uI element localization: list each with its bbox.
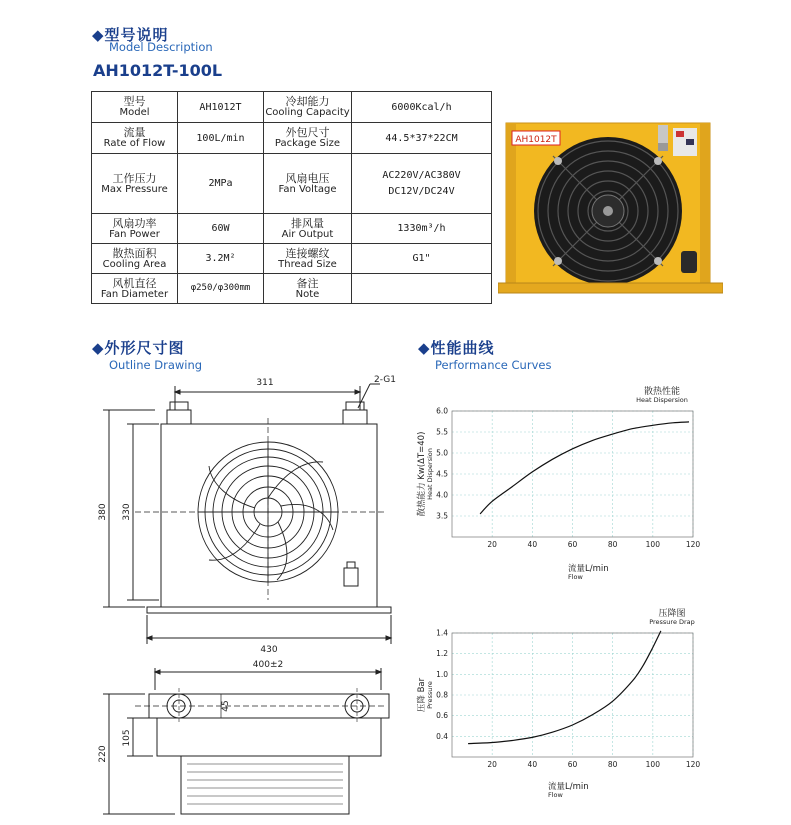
outline-section-title-en: Outline Drawing [109, 358, 203, 372]
dim-port: 2-G1 [374, 375, 397, 385]
model-number-title: AH1012T-100L [93, 61, 223, 80]
dim-port-offset: 45 [221, 700, 231, 712]
spec-value: 44.5*37*22CM [352, 123, 492, 154]
y-tick-label: 0.8 [436, 690, 448, 700]
performance-section-title-cn: 性能曲线 [430, 339, 495, 357]
y-tick-label: 5.5 [436, 427, 448, 437]
spec-label: 备注 Note [264, 274, 352, 304]
x-axis-label: 流量L/min [548, 782, 589, 792]
diamond-icon: ◆ [92, 26, 105, 44]
y-tick-label: 4.0 [436, 490, 448, 500]
photo-label: AH1012T [515, 135, 557, 145]
y-tick-label: 6.0 [436, 406, 448, 416]
x-tick-label: 20 [487, 760, 497, 769]
y-tick-label: 5.0 [436, 448, 448, 458]
spec-value: AH1012T [178, 92, 264, 123]
dim-depth-total: 220 [98, 745, 108, 763]
chart-subtitle: Heat Dispersion [636, 396, 688, 404]
x-axis-label: 流量L/min [568, 564, 609, 574]
spec-label: 风扇电压 Fan Voltage [264, 154, 352, 214]
chart-subtitle: Pressure Drap [649, 618, 695, 626]
spec-label: 连接螺纹 Thread Size [264, 244, 352, 274]
table-row [92, 244, 492, 274]
spec-label: 散热面积 Cooling Area [92, 244, 178, 274]
dim-depth-inner: 105 [122, 729, 132, 747]
dim-base-width: 430 [260, 645, 278, 655]
spec-value [352, 274, 492, 304]
outline-section-title-cn: 外形尺寸图 [104, 339, 185, 357]
spec-value: 100L/min [178, 123, 264, 154]
dim-side-width: 400±2 [252, 660, 284, 670]
x-axis-label-en: Flow [548, 791, 563, 799]
x-tick-label: 100 [645, 540, 660, 549]
y-axis-label-en: Pressure [426, 681, 434, 709]
spec-value: 2MPa [178, 154, 264, 214]
series-line [480, 422, 689, 514]
spec-value: 60W [178, 214, 264, 244]
x-tick-label: 80 [607, 540, 618, 549]
x-tick-label: 80 [607, 760, 618, 769]
table-row [92, 274, 492, 304]
y-tick-label: 1.0 [436, 669, 448, 679]
dim-top-width: 311 [256, 378, 274, 388]
table-row [92, 154, 492, 214]
y-tick-label: 1.4 [436, 628, 448, 638]
product-photo [498, 111, 723, 301]
spec-label: 风扇功率 Fan Power [92, 214, 178, 244]
spec-value: 3.2M² [178, 244, 264, 274]
y-axis-label: 压降 Bar [417, 677, 427, 713]
x-tick-label: 120 [685, 540, 701, 549]
y-tick-label: 1.2 [436, 649, 448, 659]
spec-label: 冷却能力 Cooling Capacity [264, 92, 352, 123]
x-tick-label: 100 [645, 760, 660, 769]
spec-value: 6000Kcal/h [352, 92, 492, 123]
model-section-title-en: Model Description [109, 40, 213, 54]
spec-table [91, 91, 492, 304]
chart-title: 压降图 [658, 609, 686, 619]
x-tick-label: 20 [487, 540, 497, 549]
pressure-drop-chart [410, 605, 710, 810]
outline-drawing [95, 372, 400, 820]
x-tick-label: 60 [567, 540, 578, 549]
y-tick-label: 4.5 [436, 469, 448, 479]
spec-value: 1330m³/h [352, 214, 492, 244]
spec-value: AC220V/AC380V DC12V/DC24V [352, 154, 492, 214]
model-section-title-cn: 型号说明 [104, 26, 169, 44]
spec-label: 风机直径 Fan Diameter [92, 274, 178, 304]
x-tick-label: 40 [527, 540, 538, 549]
x-axis-label-en: Flow [568, 573, 583, 581]
x-tick-label: 40 [527, 760, 538, 769]
diamond-icon: ◆ [92, 339, 105, 357]
performance-section-heading [418, 337, 495, 358]
spec-value: φ250/φ300mm [178, 274, 264, 304]
spec-label: 型号 Model [92, 92, 178, 123]
table-row [92, 92, 492, 123]
spec-value: G1" [352, 244, 492, 274]
y-tick-label: 0.6 [436, 711, 448, 721]
performance-section-title-en: Performance Curves [435, 358, 552, 372]
y-tick-label: 0.4 [436, 731, 448, 741]
outline-section-heading [92, 337, 185, 358]
x-tick-label: 60 [567, 760, 578, 769]
dim-height-total: 380 [98, 503, 108, 521]
table-row [92, 214, 492, 244]
table-row [92, 123, 492, 154]
spec-label: 流量 Rate of Flow [92, 123, 178, 154]
y-axis-label-en: Heat Dispersion [426, 448, 434, 500]
diamond-icon: ◆ [418, 339, 431, 357]
spec-label: 工作压力 Max Pressure [92, 154, 178, 214]
heat-dispersion-chart [410, 380, 710, 605]
x-tick-label: 120 [685, 760, 701, 769]
y-axis-label: 散热能力 Kw(ΔT=40) [417, 431, 427, 517]
spec-label: 外包尺寸 Package Size [264, 123, 352, 154]
series-line [468, 631, 661, 744]
chart-title: 散热性能 [643, 387, 681, 397]
dim-height-inner: 330 [122, 503, 132, 521]
spec-label: 排风量 Air Output [264, 214, 352, 244]
y-tick-label: 3.5 [436, 511, 448, 521]
